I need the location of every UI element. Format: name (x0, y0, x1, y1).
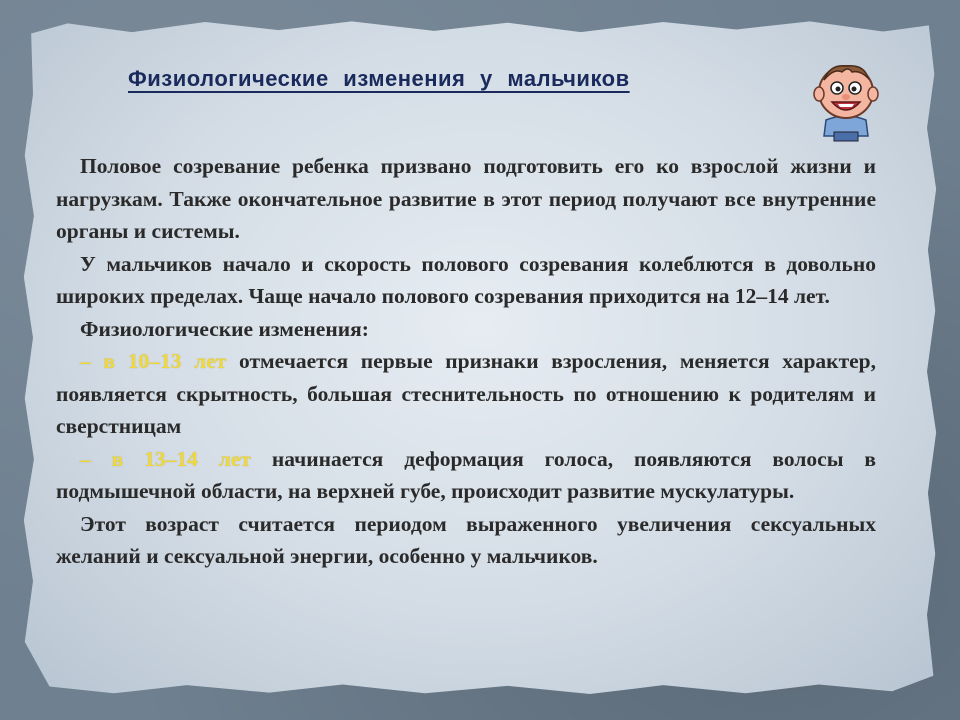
paragraph-age-10-13 (56, 345, 876, 443)
age-range-highlight: – в 10–13 лет (80, 349, 227, 373)
paragraph-conclusion: Этот возраст считается периодом выраженного увеличения сексуальных желаний и сексуальной энергии, особенно у мальчиков. (56, 511, 876, 568)
page-title: Физиологические изменения у мальчиков (128, 66, 630, 91)
age-range-text: отмечается первые признаки взросления, меняется характер, появляется скрытность, большая стеснительность по отношению к родителям и сверстницам (56, 349, 877, 438)
paragraph-puberty-age: У мальчиков начало и скорость полового созревания колеблются в довольно широких пределах. Чаще начало полового созревания приходится на 12–14 лет. (56, 251, 876, 308)
age-range-text: начинается деформация голоса, появляются волосы в подмышечной области, на верхней губе, происходит развитие мускулатуры. (56, 446, 876, 503)
main-text (56, 150, 876, 573)
paragraph-changes-heading: Физиологические изменения: (80, 316, 369, 341)
paragraph-puberty-intro: Половое созревание ребенка призвано подготовить его ко взрослой жизни и нагрузкам. Также окончательное развитие в этот период получают все внутренние органы и системы. (56, 154, 876, 243)
age-range-highlight: – в 13–14 лет (80, 446, 251, 471)
cartoon-boy-icon (808, 58, 884, 144)
paragraph-age-13-14 (56, 443, 876, 508)
